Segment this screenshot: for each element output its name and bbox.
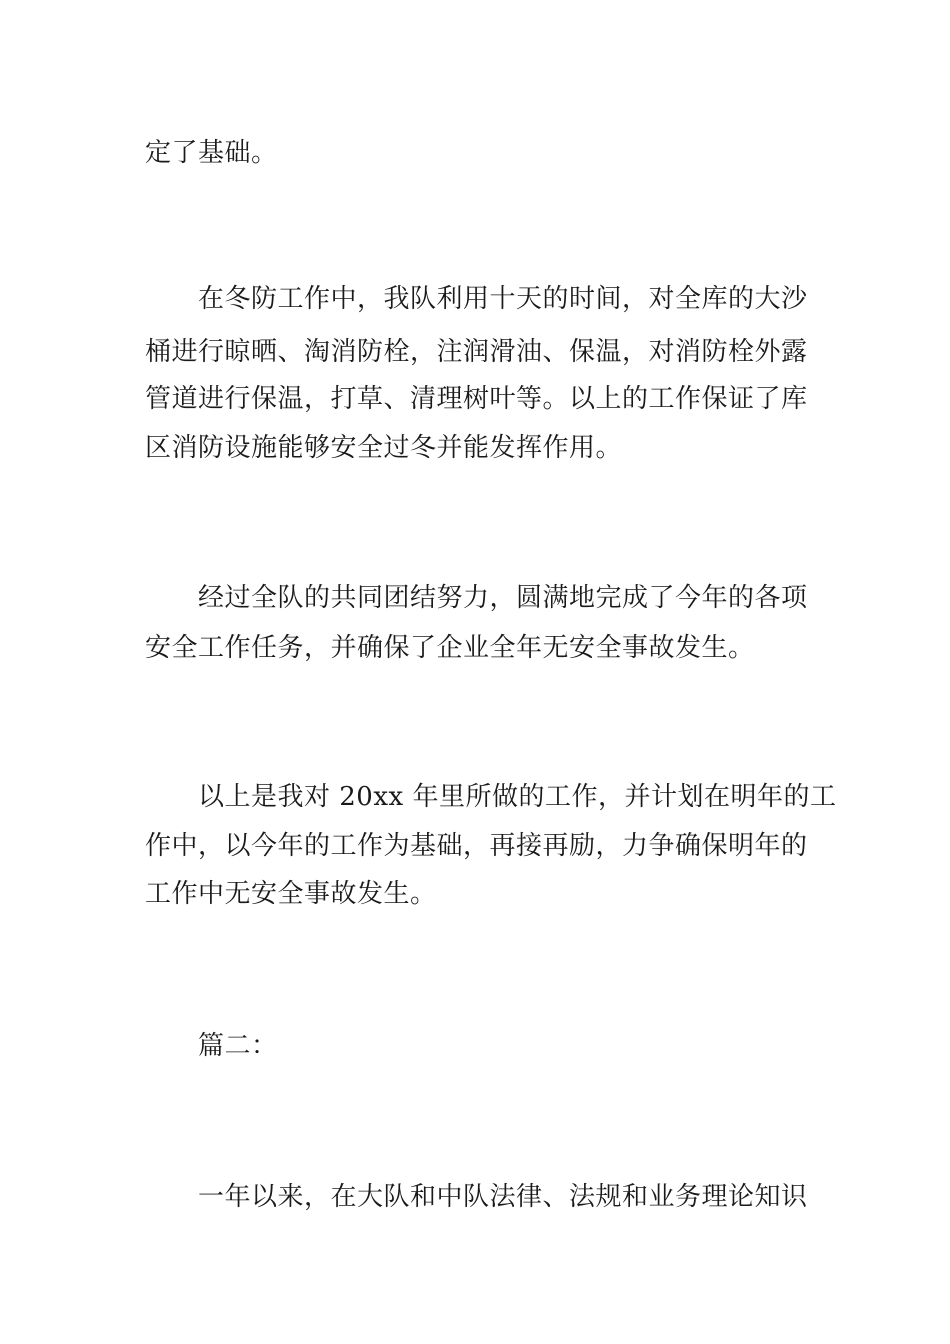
paragraph-1-line-1: 定了基础。: [145, 138, 278, 168]
paragraph-4-line-2: 作中，以今年的工作为基础，再接再励，力争确保明年的: [145, 831, 808, 861]
paragraph-6-line-1: 一年以来，在大队和中队法律、法规和业务理论知识: [198, 1182, 808, 1212]
section-heading: 篇二：: [198, 1031, 278, 1061]
paragraph-2-line-4: 区消防设施能够安全过冬并能发挥作用。: [145, 433, 623, 463]
paragraph-3-line-1: 经过全队的共同团结努力，圆满地完成了今年的各项: [198, 583, 808, 613]
paragraph-2-line-3: 管道进行保温，打草、清理树叶等。以上的工作保证了库: [145, 384, 808, 414]
paragraph-2-line-1: 在冬防工作中，我队利用十天的时间，对全库的大沙: [198, 284, 808, 314]
paragraph-3-line-2: 安全工作任务，并确保了企业全年无安全事故发生。: [145, 633, 755, 663]
paragraph-4-line-3: 工作中无安全事故发生。: [145, 879, 437, 909]
paragraph-2-line-2: 桶进行晾晒、淘消防栓，注润滑油、保温，对消防栓外露: [145, 337, 808, 367]
paragraph-4-line-1: 以上是我对 20xx 年里所做的工作，并计划在明年的工: [198, 782, 837, 812]
